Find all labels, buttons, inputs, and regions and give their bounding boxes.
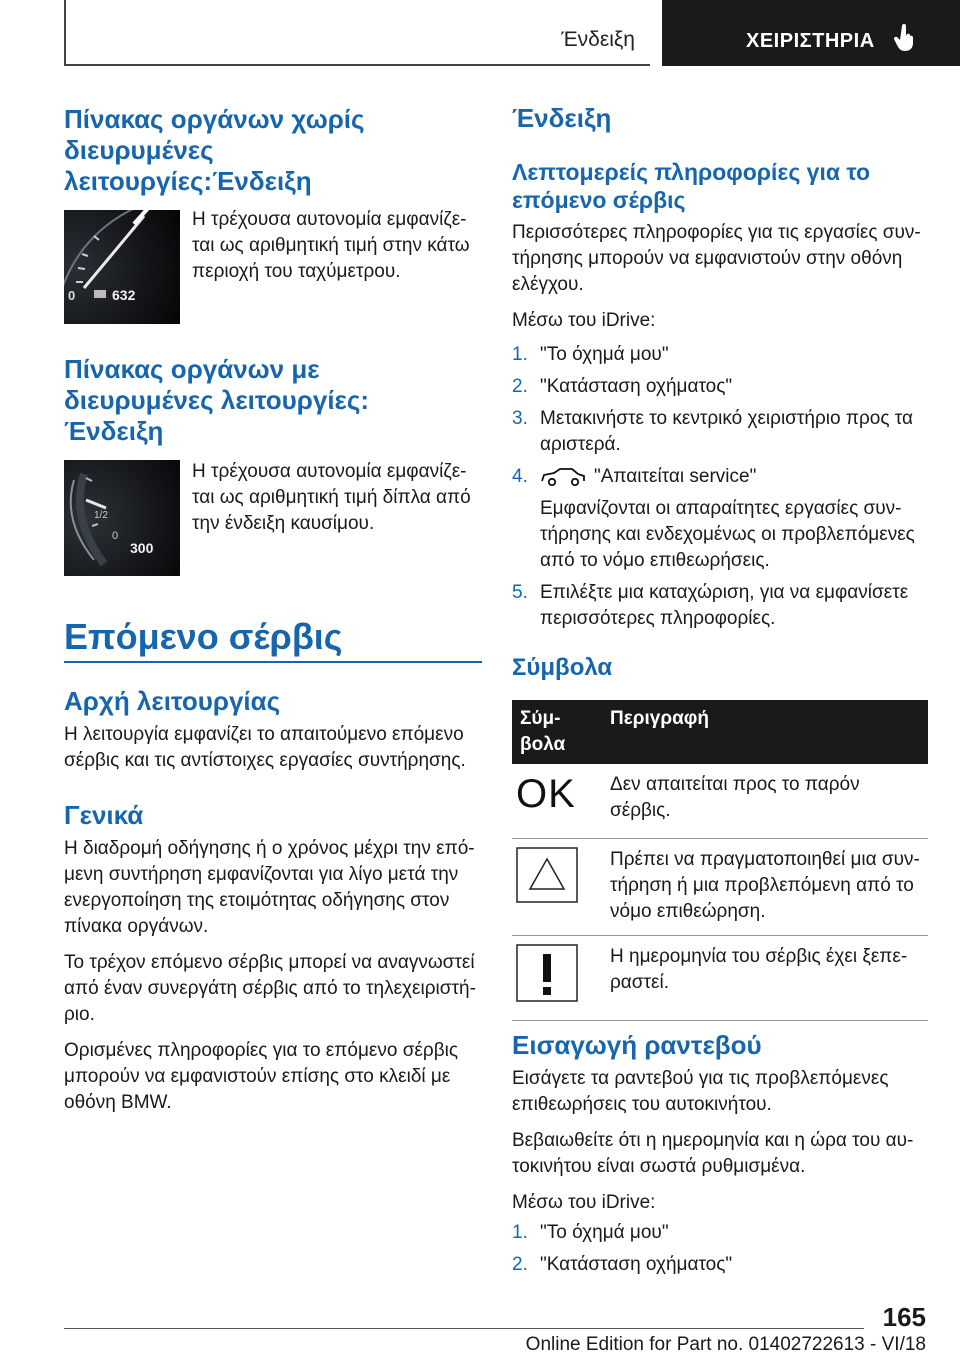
left-heading-basic-cluster: Πίνακας οργάνων χωρίς διευρυμένες λειτουργίες:Ένδειξη [64,104,365,196]
text-general-2: Το τρέχον επόμενο σέρβις μπορεί να αναγνωστεί από έναν συνεργάτη σέρβις από το τηλεχειριστήριο. [64,952,476,1025]
text-appointment-2: Βεβαιωθείτε ότι η ημερομηνία και η ώρα του αυτοκινήτου είναι σωστά ρυθμισμένα. [512,1130,914,1177]
header-section-label: Ένδειξη [561,28,635,51]
text-appointment-1: Εισάγετε τα ραντεβού για τις προβλεπόμενες επιθεωρήσεις του αυτοκινήτου. [512,1068,889,1115]
text-general-3: Ορισμένες πληροφορίες για το επόμενο σέρβις μπορούν να εμφανιστούν επίσης στο κλειδί με οθόνη BMW. [64,1040,459,1113]
symbols-table [512,700,928,1021]
list-item: 4. "Απαιτείται service" Εμφανίζονται οι απαραίτητες εργασίες συντήρησης και ενδεχομένως οι προβλεπόμενες από το νόμο επιθεωρήσεις. [512,464,932,574]
heading-symbols: Σύμβολα [512,654,613,681]
left-text-extended-cluster: Η τρέχουσα αυτονομία εμφανίζεται ως αριθμητική τιμή δίπλα από την ένδειξη καυσίμου. [192,461,471,534]
header-chapter-tab[interactable] [662,0,960,66]
table-cell-description: Δεν απαιτείται προς το παρόν σέρβις. [602,764,928,838]
table-cell-description: Η ημερομηνία του σέρβις έχει ξεπεραστεί. [602,935,928,1020]
table-header-row [512,700,928,764]
edition-line: Online Edition for Part no. 01402722613 - VI/18 [525,1334,926,1355]
text-principle: Η λειτουργία εμφανίζει το απαιτούμενο επόμενο σέρβις και τις αντίστοιχες εργασίες συντήρησης. [64,724,466,771]
section-title-next-service: Επόμενο σέρβις [64,616,343,657]
table-row [512,935,928,1020]
section-title-rule [64,661,482,663]
col-header-symbols: Σύμβολα [512,700,602,764]
list-item: 3. Μετακινήστε το κεντρικό χειριστήριο προς τα αριστερά. [512,408,913,455]
gauge-zero-label-2: 0 [112,530,119,542]
fuel-icon [94,290,106,298]
header-rule-left [64,0,66,66]
list-item: 1. "Το όχημά μου" [512,344,669,365]
gauge-zero-label: 0 [68,288,76,303]
footer-rule [64,1328,864,1329]
list-item: 5. Επιλέξτε μια καταχώριση, για να εμφανίσετε περισσότερες πληροφορίες. [512,582,909,629]
hand-pointer-icon [894,24,916,52]
ok-symbol: OK [512,764,602,838]
heading-general: Γενικά [64,800,144,830]
text-via-idrive: Μέσω του iDrive: [512,310,656,331]
table-row [512,838,928,935]
heading-appointment: Εισαγωγή ραντεβού [512,1030,762,1060]
heading-details: Λεπτομερείς πληροφορίες για το επόμενο σέρβις [512,159,871,213]
steps-list [512,342,932,632]
speedometer-image [64,210,180,324]
page-number: 165 [882,1302,926,1332]
car-icon [540,467,586,487]
heading-display: Ένδειξη [512,103,612,133]
text-appointment-via: Μέσω του iDrive: [512,1192,656,1213]
table-row [512,764,928,838]
table-cell-description: Πρέπει να πραγματοποιηθεί μια συντήρηση ή μια προβλεπόμενη από το νόμο επιθεώρηση. [602,838,928,935]
col-header-description: Περιγραφή [602,700,928,764]
list-item-sub: Εμφανίζονται οι απαραίτητες εργασίες συντήρησης και ενδεχομένως οι προβλεπόμενες από το νόμο επιθεωρήσεις. [540,498,915,571]
left-heading-extended-cluster: Πίνακας οργάνων με διευρυμένες λειτουργίες: Ένδειξη [64,354,370,446]
list-item: 1. "Το όχημά μου" [512,1222,669,1243]
exclamation-icon [516,944,578,1002]
appointment-steps-list [512,1220,932,1278]
list-item: 2. "Κατάσταση οχήματος" [512,1254,733,1275]
list-item: 2. "Κατάσταση οχήματος" [512,376,733,397]
header-rule-bottom [64,64,650,66]
gauge-half-label: 1/2 [94,510,108,521]
text-general-1: Η διαδρομή οδήγησης ή ο χρόνος μέχρι την επόμενη συντήρηση εμφανίζονται για λίγο μετά την ενεργοποίηση της ετοιμότητας οδήγησης στον πίνακα οργάνων. [64,838,475,937]
range-value-2: 300 [130,540,154,556]
heading-principle: Αρχή λειτουργίας [64,686,281,716]
header-chapter-label: ΧΕΙΡΙΣΤΗΡΙΑ [746,30,875,52]
range-value: 632 [112,287,136,303]
left-text-basic-cluster: Η τρέχουσα αυτονομία εμφανίζεται ως αριθμητική τιμή στην κάτω περιοχή του ταχύμετρου. [192,209,470,282]
text-details: Περισσότερες πληροφορίες για τις εργασίες συντήρησης μπορούν να εμφανιστούν στην οθόνη ελέγχου. [512,222,921,295]
warning-triangle-icon [516,847,578,903]
fuel-gauge-image [64,460,180,576]
